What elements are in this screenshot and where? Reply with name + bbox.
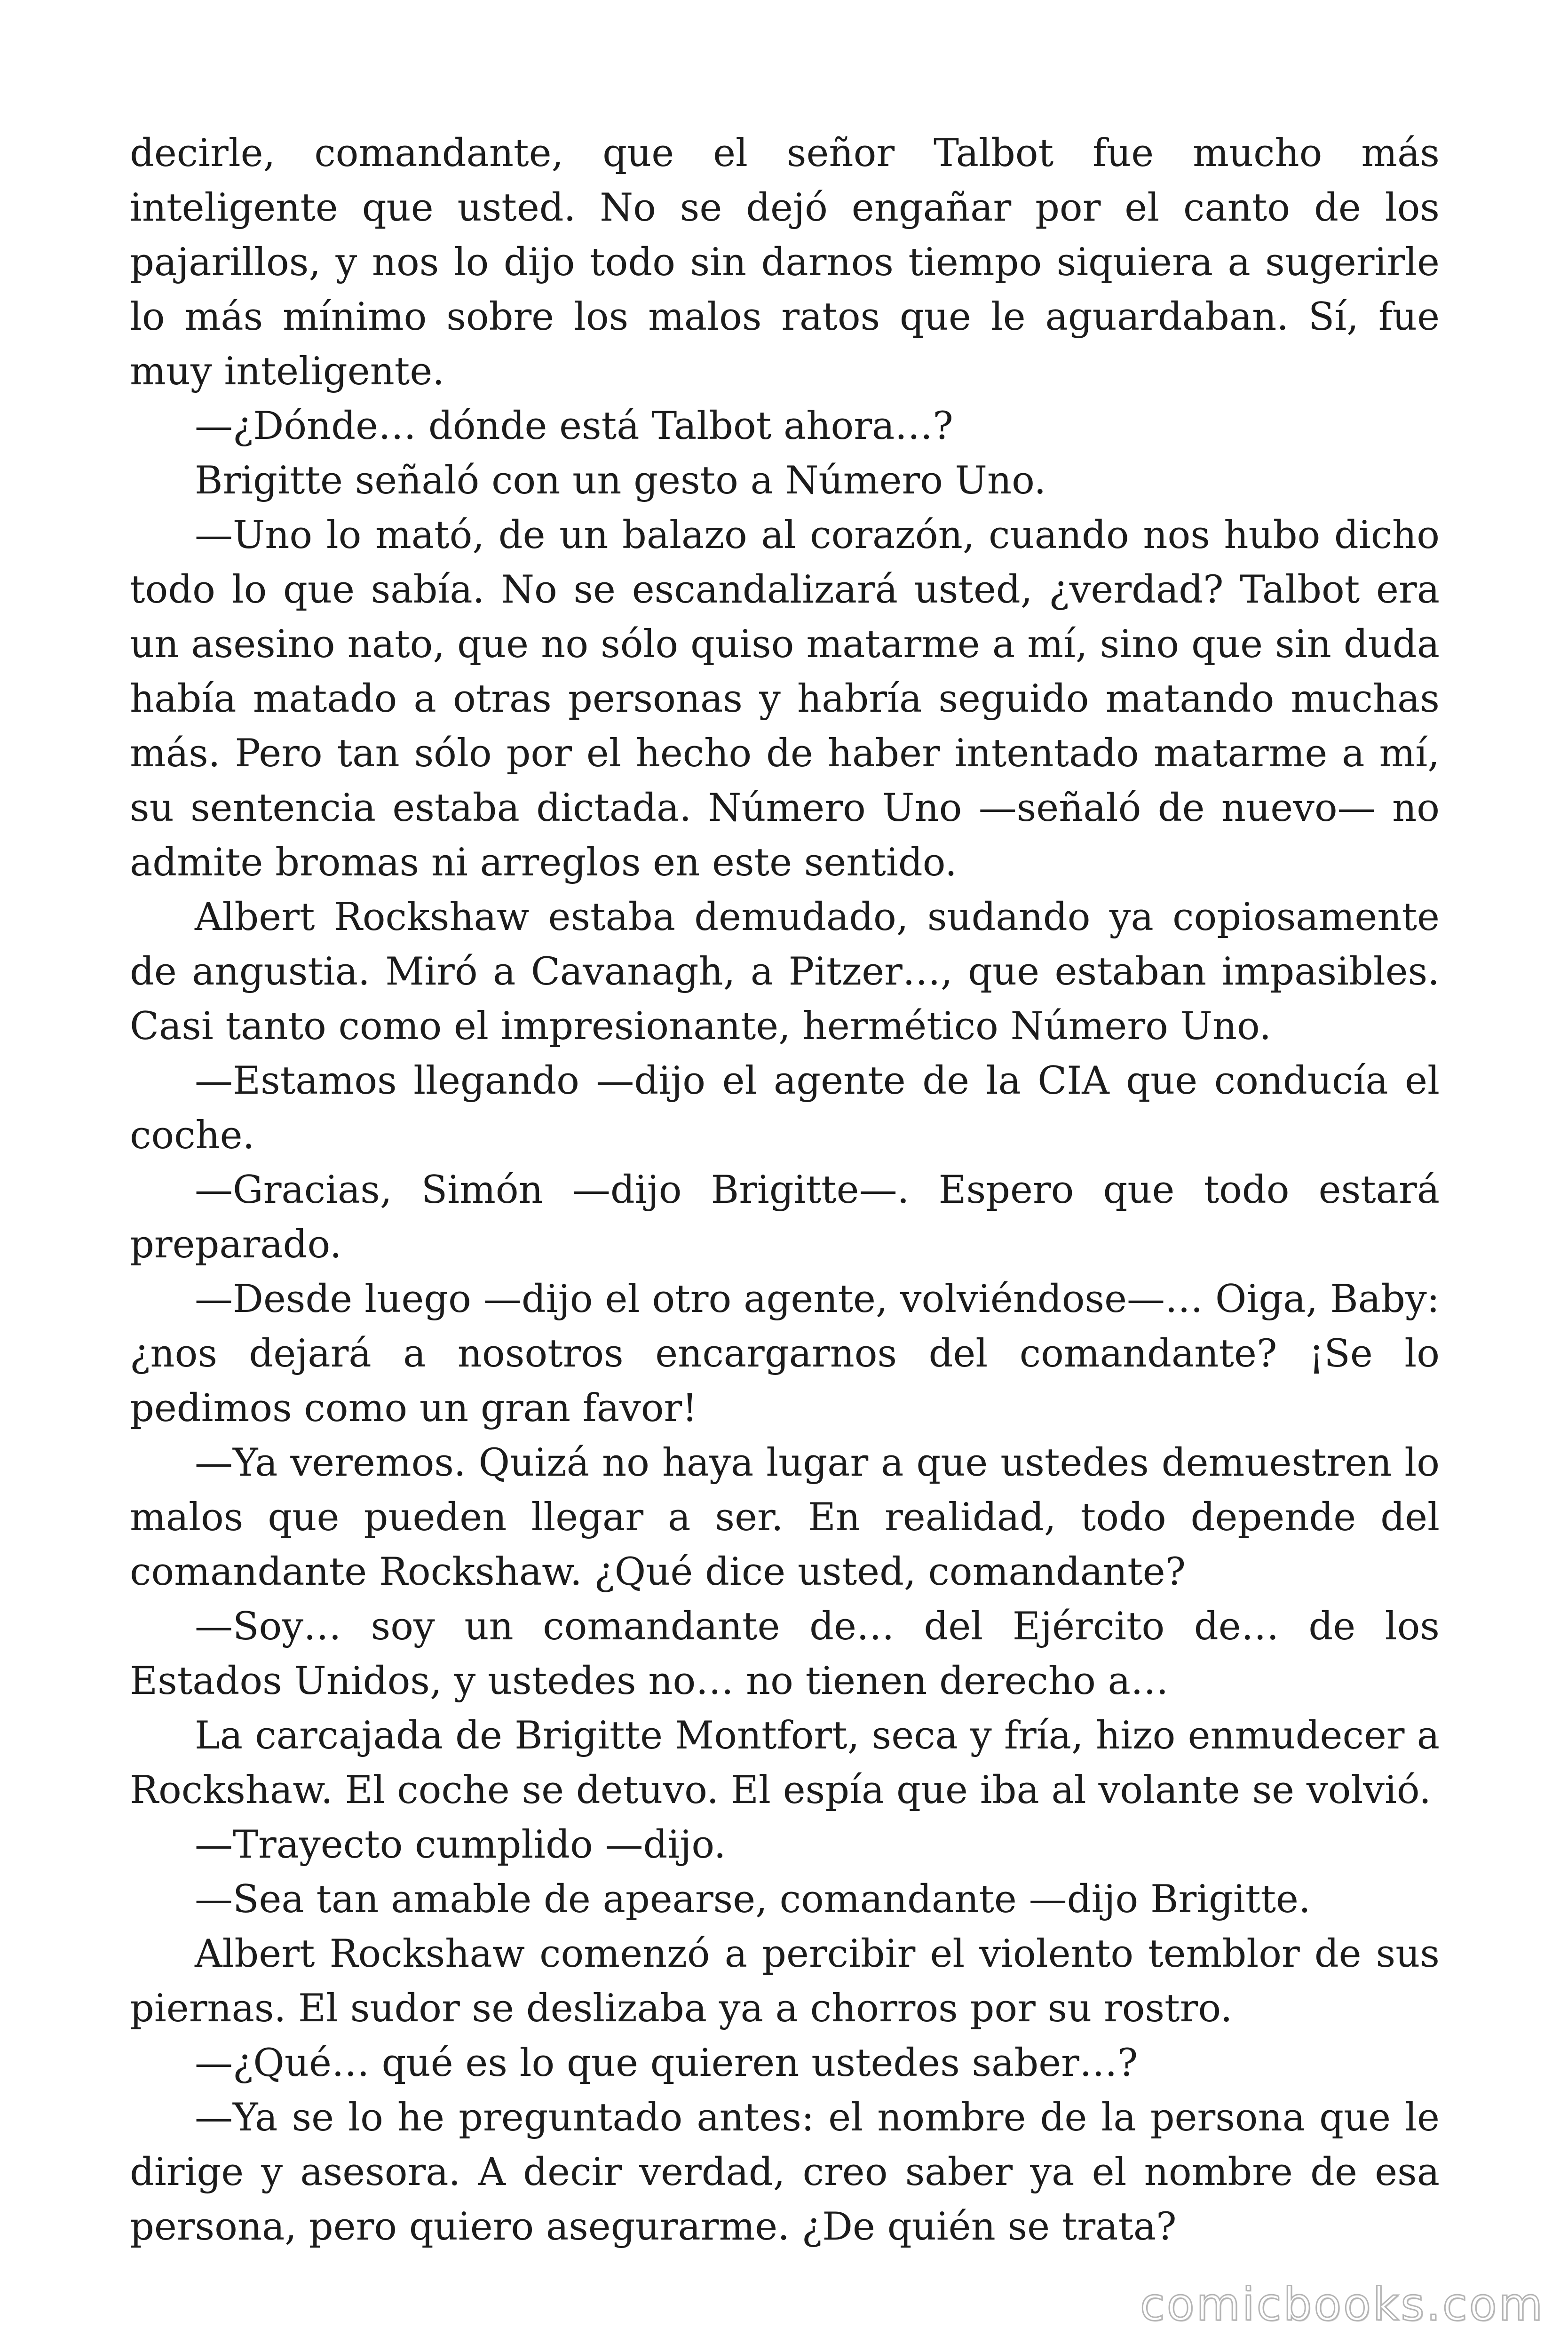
paragraph: —Desde luego —dijo el otro agente, volviéndose—… Oiga, Baby: ¿nos dejará a nosotros encargarnos del comandante? ¡Se lo pedimos como un gran favor! bbox=[130, 1277, 1440, 1430]
paragraph: Albert Rockshaw comenzó a percibir el violento temblor de sus piernas. El sudor se deslizaba ya a chorros por su rostro. bbox=[130, 1932, 1440, 2031]
paragraph: —Trayecto cumplido —dijo. bbox=[195, 1823, 726, 1867]
paragraph: —Gracias, Simón —dijo Brigitte—. Espero que todo estará preparado. bbox=[130, 1168, 1440, 1267]
paragraph: —Soy… soy un comandante de… del Ejército de… de los Estados Unidos, y ustedes no… no tienen derecho a… bbox=[130, 1605, 1440, 1703]
paragraph-continuation: decirle, comandante, que el señor Talbot fue mucho más inteligente que usted. No se dejó engañar por el canto de los pajarillos, y nos lo dijo todo sin darnos tiempo siquiera a sugerirle lo más mínimo sobre los malos ratos que le aguardaban. Sí, fue muy inteligente. bbox=[130, 131, 1440, 394]
paragraph: —¿Dónde… dónde está Talbot ahora…? bbox=[195, 404, 953, 448]
paragraph: Brigitte señaló con un gesto a Número Uno. bbox=[195, 459, 1046, 503]
paragraph: —¿Qué… qué es lo que quieren ustedes saber…? bbox=[195, 2041, 1138, 2085]
paragraph: —Uno lo mató, de un balazo al corazón, cuando nos hubo dicho todo lo que sabía. No se escandalizará usted, ¿verdad? Talbot era un asesino nato, que no sólo quiso matarme a mí, sino que sin duda había matado a otras personas y habría seguido matando muchas más. Pero tan sólo por el hecho de haber intentado matarme a mí, su sentencia estaba dictada. Número Uno —señaló de nuevo— no admite bromas ni arreglos en este sentido. bbox=[130, 513, 1440, 885]
watermark: comicbooks.com bbox=[1140, 2278, 1544, 2331]
paragraph: —Ya se lo he preguntado antes: el nombre de la persona que le dirige y asesora. A decir verdad, creo saber ya el nombre de esa persona, pero quiero asegurarme. ¿De quién se trata? bbox=[130, 2096, 1440, 2249]
paragraph: Albert Rockshaw estaba demudado, sudando ya copiosamente de angustia. Miró a Cavanagh, a Pitzer…, que estaban impasibles. Casi tanto como el impresionante, hermético Número Uno. bbox=[130, 895, 1440, 1049]
paragraph: —Sea tan amable de apearse, comandante —dijo Brigitte. bbox=[195, 1877, 1311, 1922]
paragraph: —Estamos llegando —dijo el agente de la CIA que conducía el coche. bbox=[130, 1059, 1440, 1158]
paragraph: La carcajada de Brigitte Montfort, seca y fría, hizo enmudecer a Rockshaw. El coche se detuvo. El espía que iba al volante se volvió. bbox=[130, 1714, 1440, 1812]
book-page-text bbox=[130, 126, 1440, 2254]
paragraph: —Ya veremos. Quizá no haya lugar a que ustedes demuestren lo malos que pueden llegar a ser. En realidad, todo depende del comandante Rockshaw. ¿Qué dice usted, comandante? bbox=[130, 1441, 1440, 1594]
